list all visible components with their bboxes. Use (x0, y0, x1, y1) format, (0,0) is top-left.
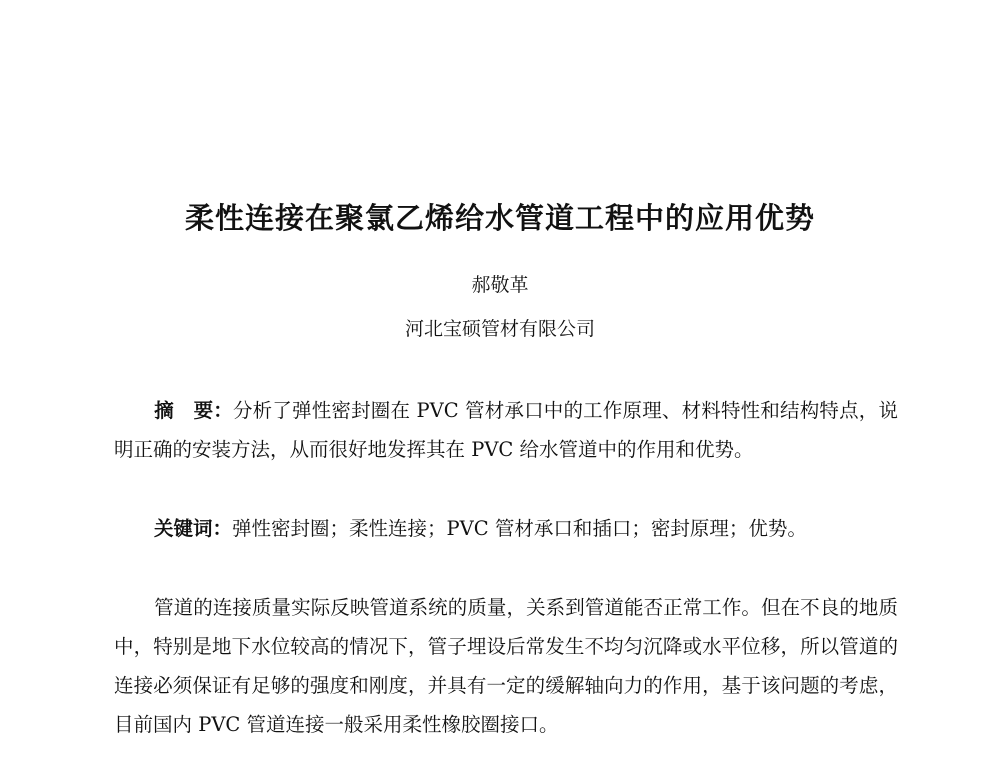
abstract (114, 391, 898, 469)
keywords-colon: ： (212, 517, 233, 540)
body-paragraph-text: 管道的连接质量实际反映管道系统的质量，关系到管道能否正常工作。但在不良的地质中，特别是地下水位较高的情况下，管子埋设后常发生不均匀沉降或水平位移，所以管道的连接必须保证有足够的强度和刚度，并具有一定的缓解轴向力的作用，基于该问题的考虑，目前国内 PVC 管道连接一般采用柔性橡胶圈接口。 (114, 596, 898, 736)
keywords-label: 关键词 (154, 517, 213, 540)
paper-title: 柔性连接在聚氯乙烯给水管道工程中的应用优势 (184, 201, 815, 235)
keywords-text: 弹性密封圈；柔性连接；PVC 管材承口和插口；密封原理；优势。 (232, 517, 807, 540)
abstract-text: 分析了弹性密封圈在 PVC 管材承口中的工作原理、材料特性和结构特点，说明正确的安装方法，从而很好地发挥其在 PVC 给水管道中的作用和优势。 (114, 399, 898, 461)
author-affiliation: 河北宝硕管材有限公司 (404, 318, 595, 340)
body-paragraph (114, 588, 898, 744)
abstract-colon: ： (213, 399, 233, 422)
abstract-label: 摘 要 (154, 399, 214, 422)
author-name: 郝敬革 (471, 274, 529, 296)
keywords (114, 509, 898, 548)
